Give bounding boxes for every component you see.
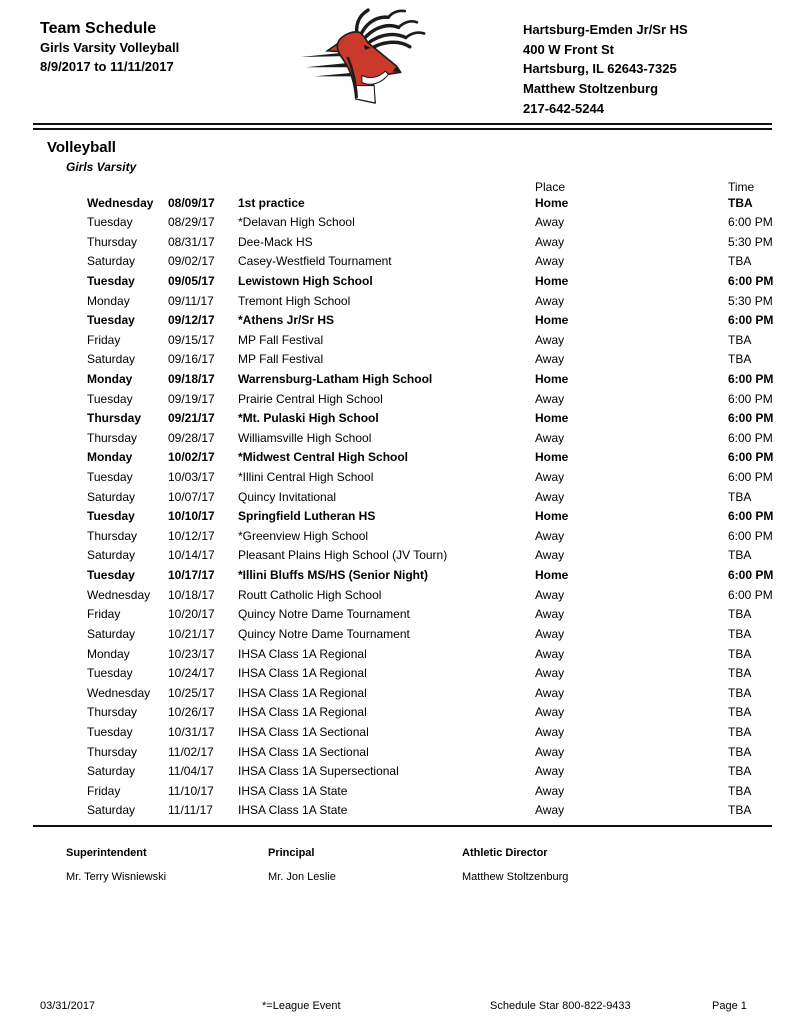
row-day: Saturday xyxy=(87,489,136,504)
school-city: Hartsburg, IL 62643-7325 xyxy=(523,61,677,77)
row-day: Tuesday xyxy=(87,391,133,406)
table-row xyxy=(87,645,792,665)
row-day: Saturday xyxy=(87,803,136,818)
row-place: Home xyxy=(535,313,569,328)
row-place: Away xyxy=(535,705,565,720)
team-subtitle: Girls Varsity Volleyball xyxy=(40,40,180,55)
table-row xyxy=(87,684,792,704)
row-day: Thursday xyxy=(87,744,138,759)
row-time: TBA xyxy=(728,489,752,504)
row-date: 08/31/17 xyxy=(168,234,215,249)
row-time: 6:00 PM xyxy=(728,215,773,230)
row-event: IHSA Class 1A Sectional xyxy=(238,724,369,739)
row-day: Tuesday xyxy=(87,509,135,524)
row-date: 10/12/17 xyxy=(168,528,215,543)
table-row xyxy=(87,527,792,547)
table-row xyxy=(87,782,792,802)
row-day: Tuesday xyxy=(87,724,133,739)
row-date: 10/31/17 xyxy=(168,724,215,739)
row-event: Warrensburg-Latham High School xyxy=(238,371,433,386)
row-time: TBA xyxy=(728,254,752,269)
row-day: Saturday xyxy=(87,764,136,779)
row-place: Away xyxy=(535,391,565,406)
row-time: TBA xyxy=(728,705,752,720)
row-date: 09/21/17 xyxy=(168,411,215,426)
row-place: Home xyxy=(535,450,569,465)
table-row xyxy=(87,625,792,645)
row-place: Away xyxy=(535,803,565,818)
row-place: Away xyxy=(535,332,565,347)
row-event: *Illini Central High School xyxy=(238,470,374,485)
row-day: Tuesday xyxy=(87,313,135,328)
header-right-block xyxy=(523,20,688,119)
table-row xyxy=(87,409,792,429)
row-day: Monday xyxy=(87,371,133,386)
row-date: 11/04/17 xyxy=(168,764,214,779)
row-place: Away xyxy=(535,293,565,308)
table-row xyxy=(87,370,792,390)
row-time: 6:00 PM xyxy=(728,509,774,524)
table-row xyxy=(87,664,792,684)
row-place: Away xyxy=(535,685,565,700)
row-date: 10/20/17 xyxy=(168,607,215,622)
row-event: Dee-Mack HS xyxy=(238,234,313,249)
row-time: 6:00 PM xyxy=(728,273,774,288)
row-time: 6:00 PM xyxy=(728,391,773,406)
official-title: Principal xyxy=(268,847,315,859)
date-range: 8/9/2017 to 11/11/2017 xyxy=(40,59,174,74)
row-date: 10/23/17 xyxy=(168,646,215,661)
official-name: Mr. Terry Wisniewski xyxy=(66,871,167,883)
time-column-header: Time xyxy=(728,180,755,194)
table-row xyxy=(87,703,792,723)
row-place: Away xyxy=(535,646,565,661)
row-place: Away xyxy=(535,666,565,681)
row-event: Routt Catholic High School xyxy=(238,587,382,602)
row-time: TBA xyxy=(728,607,752,622)
row-place: Home xyxy=(535,195,569,210)
row-place: Away xyxy=(535,764,565,779)
row-day: Thursday xyxy=(87,430,138,445)
row-event: IHSA Class 1A Supersectional xyxy=(238,764,399,779)
school-name: Hartsburg-Emden Jr/Sr HS xyxy=(523,22,688,37)
row-event: *Delavan High School xyxy=(238,215,355,230)
row-event: *Illini Bluffs MS/HS (Senior Night) xyxy=(238,568,428,583)
row-place: Home xyxy=(535,273,569,288)
table-row xyxy=(87,546,792,566)
row-day: Saturday xyxy=(87,626,136,641)
table-row xyxy=(87,233,792,253)
row-event: *Athens Jr/Sr HS xyxy=(238,313,335,328)
row-date: 09/11/17 xyxy=(168,293,214,308)
row-date: 09/28/17 xyxy=(168,430,215,445)
row-event: IHSA Class 1A Sectional xyxy=(238,744,369,759)
row-place: Away xyxy=(535,352,565,367)
league-legend: *=League Event xyxy=(262,1000,341,1012)
row-day: Thursday xyxy=(87,705,138,720)
row-date: 11/02/17 xyxy=(168,744,214,759)
row-place: Away xyxy=(535,548,565,563)
row-event: Tremont High School xyxy=(238,293,351,308)
header-rule-bottom xyxy=(33,128,772,130)
row-place: Home xyxy=(535,568,569,583)
schedule-rows xyxy=(87,194,792,822)
table-row xyxy=(87,801,792,821)
row-date: 11/10/17 xyxy=(168,783,214,798)
row-place: Away xyxy=(535,470,565,485)
row-event: *Mt. Pulaski High School xyxy=(238,411,379,426)
row-event: IHSA Class 1A Regional xyxy=(238,705,367,720)
row-date: 10/03/17 xyxy=(168,470,215,485)
table-row xyxy=(87,272,792,292)
row-time: 6:00 PM xyxy=(728,313,774,328)
header-left-block xyxy=(40,19,179,76)
table-row xyxy=(87,743,792,763)
row-event: Quincy Notre Dame Tournament xyxy=(238,607,410,622)
table-row xyxy=(87,468,792,488)
row-place: Away xyxy=(535,724,565,739)
row-time: 5:30 PM xyxy=(728,234,773,249)
row-day: Thursday xyxy=(87,528,138,543)
row-time: TBA xyxy=(728,685,752,700)
row-time: TBA xyxy=(728,646,752,661)
row-event: IHSA Class 1A Regional xyxy=(238,685,367,700)
row-date: 09/12/17 xyxy=(168,313,215,328)
row-day: Wednesday xyxy=(87,685,151,700)
row-time: 5:30 PM xyxy=(728,293,773,308)
table-row xyxy=(87,586,792,606)
row-day: Tuesday xyxy=(87,666,133,681)
header-rule-top xyxy=(33,123,772,125)
row-event: *Midwest Central High School xyxy=(238,450,409,465)
row-time: 6:00 PM xyxy=(728,587,773,602)
row-date: 08/09/17 xyxy=(168,195,215,210)
row-event: Casey-Westfield Tournament xyxy=(238,254,392,269)
row-day: Friday xyxy=(87,783,121,798)
row-event: IHSA Class 1A Regional xyxy=(238,666,367,681)
row-time: TBA xyxy=(728,764,752,779)
table-row xyxy=(87,213,792,233)
row-date: 09/16/17 xyxy=(168,352,215,367)
row-day: Friday xyxy=(87,607,121,622)
row-place: Away xyxy=(535,607,565,622)
official-name: Mr. Jon Leslie xyxy=(268,871,336,883)
row-time: TBA xyxy=(728,548,752,563)
row-day: Monday xyxy=(87,646,130,661)
page-title: Team Schedule xyxy=(40,20,157,37)
table-row xyxy=(87,331,792,351)
official-superintendent xyxy=(66,847,166,883)
row-day: Wednesday xyxy=(87,587,151,602)
table-row xyxy=(87,566,792,586)
row-day: Saturday xyxy=(87,548,136,563)
row-event: MP Fall Festival xyxy=(238,352,324,367)
row-place: Away xyxy=(535,744,565,759)
row-place: Away xyxy=(535,528,565,543)
table-row xyxy=(87,194,792,214)
row-date: 08/29/17 xyxy=(168,215,215,230)
place-column-header: Place xyxy=(535,180,566,194)
contact-name: Matthew Stoltzenburg xyxy=(523,81,659,97)
row-time: 6:00 PM xyxy=(728,470,773,485)
row-event: Pleasant Plains High School (JV Tourn) xyxy=(238,548,448,563)
row-date: 10/17/17 xyxy=(168,568,215,583)
row-date: 10/07/17 xyxy=(168,489,215,504)
row-date: 09/19/17 xyxy=(168,391,215,406)
row-place: Away xyxy=(535,626,565,641)
row-event: Quincy Notre Dame Tournament xyxy=(238,626,410,641)
row-event: Williamsville High School xyxy=(238,430,372,445)
row-day: Tuesday xyxy=(87,470,133,485)
row-time: TBA xyxy=(728,744,752,759)
row-date: 10/25/17 xyxy=(168,685,215,700)
row-event: 1st practice xyxy=(238,195,305,210)
row-event: Lewistown High School xyxy=(238,273,373,288)
stag-mascot-logo xyxy=(300,6,434,108)
row-event: Springfield Lutheran HS xyxy=(238,509,376,524)
row-day: Wednesday xyxy=(87,195,154,210)
team-level-heading: Girls Varsity xyxy=(66,160,137,174)
row-place: Away xyxy=(535,489,565,504)
row-time: 6:00 PM xyxy=(728,371,774,386)
row-date: 09/18/17 xyxy=(168,371,215,386)
table-row xyxy=(87,507,792,527)
row-date: 10/18/17 xyxy=(168,587,215,602)
row-event: IHSA Class 1A State xyxy=(238,783,348,798)
official-principal xyxy=(268,847,336,883)
row-date: 09/02/17 xyxy=(168,254,215,269)
row-event: *Greenview High School xyxy=(238,528,369,543)
table-row xyxy=(87,311,792,331)
row-time: 6:00 PM xyxy=(728,450,774,465)
row-time: TBA xyxy=(728,195,753,210)
row-place: Home xyxy=(535,371,569,386)
row-place: Away xyxy=(535,587,565,602)
table-row xyxy=(87,488,792,508)
print-date: 03/31/2017 xyxy=(40,1000,96,1012)
table-row xyxy=(87,762,792,782)
row-date: 10/26/17 xyxy=(168,705,215,720)
table-bottom-rule xyxy=(33,825,772,827)
row-time: TBA xyxy=(728,724,752,739)
row-place: Home xyxy=(535,509,569,524)
table-row xyxy=(87,390,792,410)
row-day: Monday xyxy=(87,293,130,308)
row-day: Thursday xyxy=(87,411,142,426)
official-name: Matthew Stoltzenburg xyxy=(462,871,569,883)
row-day: Monday xyxy=(87,450,133,465)
row-day: Tuesday xyxy=(87,215,133,230)
row-time: TBA xyxy=(728,332,752,347)
table-row xyxy=(87,292,792,312)
row-day: Saturday xyxy=(87,254,136,269)
row-day: Friday xyxy=(87,332,121,347)
row-time: TBA xyxy=(728,666,752,681)
row-date: 10/02/17 xyxy=(168,450,215,465)
row-date: 09/15/17 xyxy=(168,332,215,347)
table-row xyxy=(87,252,792,272)
official-title: Superintendent xyxy=(66,847,147,859)
row-date: 10/14/17 xyxy=(168,548,215,563)
page-number: Page 1 xyxy=(712,1000,747,1012)
row-date: 10/24/17 xyxy=(168,666,215,681)
school-street: 400 W Front St xyxy=(523,41,615,57)
table-row xyxy=(87,448,792,468)
row-place: Away xyxy=(535,234,565,249)
table-row xyxy=(87,429,792,449)
row-day: Tuesday xyxy=(87,568,135,583)
row-time: TBA xyxy=(728,783,752,798)
row-time: TBA xyxy=(728,352,752,367)
row-date: 09/05/17 xyxy=(168,273,215,288)
table-row xyxy=(87,605,792,625)
row-date: 11/11/17 xyxy=(168,803,213,818)
row-place: Home xyxy=(535,411,569,426)
row-event: MP Fall Festival xyxy=(238,332,324,347)
row-event: IHSA Class 1A State xyxy=(238,803,348,818)
row-time: TBA xyxy=(728,803,752,818)
chest-blaze-icon xyxy=(355,86,375,103)
row-event: IHSA Class 1A Regional xyxy=(238,646,367,661)
row-place: Away xyxy=(535,215,565,230)
row-time: 6:00 PM xyxy=(728,430,773,445)
row-event: Prairie Central High School xyxy=(238,391,383,406)
row-time: 6:00 PM xyxy=(728,568,774,583)
sport-heading: Volleyball xyxy=(47,139,116,156)
row-day: Saturday xyxy=(87,352,136,367)
vendor-credit: Schedule Star 800-822-9433 xyxy=(490,1000,631,1012)
row-time: 6:00 PM xyxy=(728,528,773,543)
row-place: Away xyxy=(535,254,565,269)
official-athletic-director xyxy=(462,847,568,883)
row-day: Thursday xyxy=(87,234,138,249)
contact-phone: 217-642-5244 xyxy=(523,100,604,116)
table-row xyxy=(87,350,792,370)
row-place: Away xyxy=(535,430,565,445)
table-row xyxy=(87,723,792,743)
row-day: Tuesday xyxy=(87,273,135,288)
row-event: Quincy Invitational xyxy=(238,489,337,504)
official-title: Athletic Director xyxy=(462,847,548,859)
row-date: 10/10/17 xyxy=(168,509,215,524)
row-date: 10/21/17 xyxy=(168,626,215,641)
row-time: TBA xyxy=(728,626,752,641)
row-time: 6:00 PM xyxy=(728,411,774,426)
row-place: Away xyxy=(535,783,565,798)
